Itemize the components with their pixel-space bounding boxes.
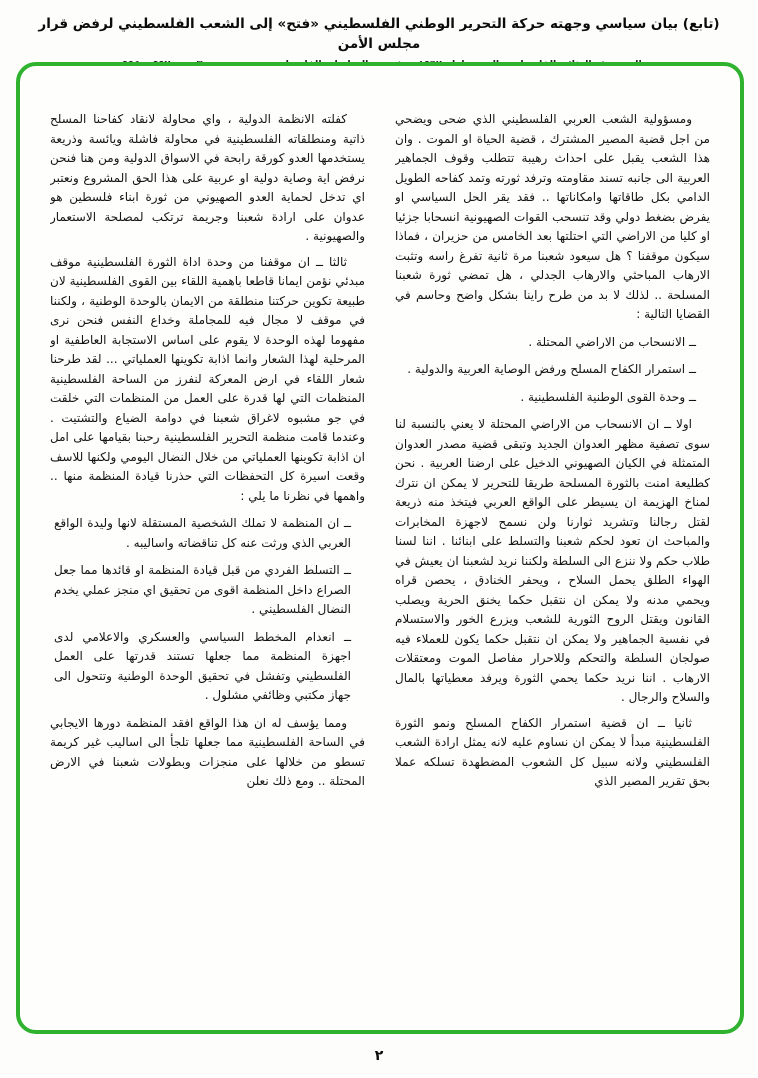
text-column-right xyxy=(395,110,710,1010)
list-item: ــ استمرار الكفاح المسلح ورفض الوصاية العربية والدولية . xyxy=(407,362,696,376)
page-title: (تابع) بيان سياسي وجهته حركة التحرير الوطني الفلسطيني «فتح» إلى الشعب الفلسطيني لرفض قرار مجلس الأمن xyxy=(38,16,720,53)
list-item: ــ انعدام المخطط السياسي والعسكري والاعلامي لدى اجهزة المنظمة مما جعلها تستند قدرتها على العمل الفلسطيني وتفشل في تحقيق الوحدة الوطنية وتتحول الى جهاز مكتبي وظائفي مشلول . xyxy=(54,629,351,702)
list-item: ــ ان المنظمة لا تملك الشخصية المستقلة لانها وليدة الواقع العربي الذي ورثت عنه كل تناقضاته واساليبه . xyxy=(54,516,351,550)
paragraph: ومما يؤسف له ان هذا الواقع افقد المنظمة دورها الايجابي في الساحة الفلسطينية مما جعلها تلجأ الى اساليب غير كريمة تسطو من خلالها على منجزات وبطولات شعبنا في الارض المحتلة .. ومع ذلك نعلن xyxy=(50,715,365,788)
paragraph: ثانيا ــ ان قضية استمرار الكفاح المسلح ونمو الثورة الفلسطينية مبدأ لا يمكن ان نساوم عليه لانه يمثل ارادة الشعب الفلسطيني ولانه سبيل كل الشعوب المضطهدة تسلكه عملا بحق تقرير المصير الذي xyxy=(395,715,710,788)
paragraph: ومسؤولية الشعب العربي الفلسطيني الذي ضحى ويضحي من اجل قضية المصير المشترك ، قضية الحياة او الموت . وان هذا الشعب يقبل على احداث رهيبة تتطلب وقوف الجماهير العربية الى جانبه تسند مقاومته وترفد ثورته وتمد كفاحه الطويل الدامي بكل طاقاتها وامكاناتها .. فقد يقر الحل السياسي او يفرض بضغط دولي وقد تنسحب القوات الصهيونية انسحابا جزئيا او كليا من الاراضي التي احتلتها بعد الخامس من حزيران ، فماذا سيكون موقفنا ؟ هل سيعود شعبنا مرة ثانية تفرغ راسه وتثبت الارهاب المباحثي والارهاب الجدلي ، هل تمضي ثورة شعبنا المسلحة .. لذلك لا بد من طرح راينا بشكل واضح وحاسم في القضايا التالية : xyxy=(395,112,710,321)
green-border-frame xyxy=(16,62,744,1034)
paragraph: ثالثا ــ ان موقفنا من وحدة اداة الثورة الفلسطينية موقف مبدئي نؤمن ايمانا قاطعا باهمية اللقاء بين القوى الفلسطينية لان طبيعة تكوين حركتنا منطلقة من الايمان بالوحدة الوطنية ، ولكننا في موقف لا مجال فيه للمجاملة وخداع النفس فنحن نرى مفهوما لهذه الوحدة لا يقوم على اساس الاستجابة العاطفية او المرحلية لهذا الشعار وانما اذابة تكوينها العملياتي ... لقد طرحنا شعار اللقاء في ارض المعركة لنفرز من الساحة الفلسطينية المنظمات التي لها قدرة على العمل من المنظمات التي خلقت في جو مشبوه لاغراق شعبنا في دوامة الضياع والتشتيت . وعندما قامت منظمة التحرير الفلسطينية رحبنا بقيامها على امل ان اذابة تكوينها العملياتي من خلال النضال اليومي ولكنها للاسف وقعت اسيرة كل التحفظات التي حذرنا قيادة المنظمة منها .. واهمها في نظرنا ما يلي : xyxy=(50,254,365,503)
paragraph: اولا ــ ان الانسحاب من الاراضي المحتلة لا يعني بالنسبة لنا سوى تصفية مظهر العدوان الجديد وتبقى قضية مصدر العدوان المتمثلة في الكيان الصهيوني الدخيل على ارضنا العربية . نحن كطليعة امنت بالثورة المسلحة طريقا للتحرير لا يمكن ان نترك لمناخ الهزيمة ان يسيطر على الواقع العربي فيتخذ منه ذريعة لقتل رجالنا وتشريد ثوارنا ولن نسمح لاجهزة المخابرات والمباحث ان تعود لحكم شعبنا والتسلط على ابنائنا . اننا لسنا طلاب حكم ولا ننزع الى السلطة ولكننا نريد لشعبنا ان يعيش في الهواء الطلق يحمل السلاح ، ويحفر الخنادق ، يحصن قراه ويحمي مدنه ولا يمكن ان نتقبل حكما يخنق الحرية ويصلب القانون ويقتل الروح الثورية للشعب ويزرع الخور والاستسلام في نفسية الجماهير ولا يمكن ان نتقبل حكما يكون للعملاء فيه صولجان السلطة والتحكم وللاحرار مفاصل الموت ومعتقلات الارهاب . اننا نريد حكما يحمي الثورة ويرفد معطياتها بالمال والسلاح والرجال . xyxy=(395,417,710,704)
text-column-left xyxy=(50,110,365,1010)
list-item: ــ التسلط الفردي من قبل قيادة المنظمة او قائدها مما جعل الصراع داخل المنظمة اقوى من تحقيق اي منجز عملي يخدم النضال الفلسطيني . xyxy=(54,563,351,616)
list-item: ــ الانسحاب من الاراضي المحتلة . xyxy=(528,334,696,349)
document-header xyxy=(0,0,758,70)
list-item: ــ وحدة القوى الوطنية الفلسطينية . xyxy=(520,389,696,404)
page-number: ٢ xyxy=(374,1048,384,1064)
document-body xyxy=(20,66,740,1030)
paragraph: كفلته الانظمة الدولية ، واي محاولة لانقاد كفاحنا المسلح ذاتية ومنطلقاته الفلسطينية في محاولة فاشلة ويائسة وذريعة يستخدمها العدو كورقة رابحة في الاسواق الدولية ومن هنا فنحن نرفض اية وصاية دولية او عربية على هذا الحق المشروع ونعتبر اي تدخل لحماية العدو الصهيوني من ثورة ابناء فلسطين هو عدوان على ارادة شعبنا وجريمة ترتكب لمصلحة الاستعمار والصهيونية . xyxy=(50,112,365,243)
